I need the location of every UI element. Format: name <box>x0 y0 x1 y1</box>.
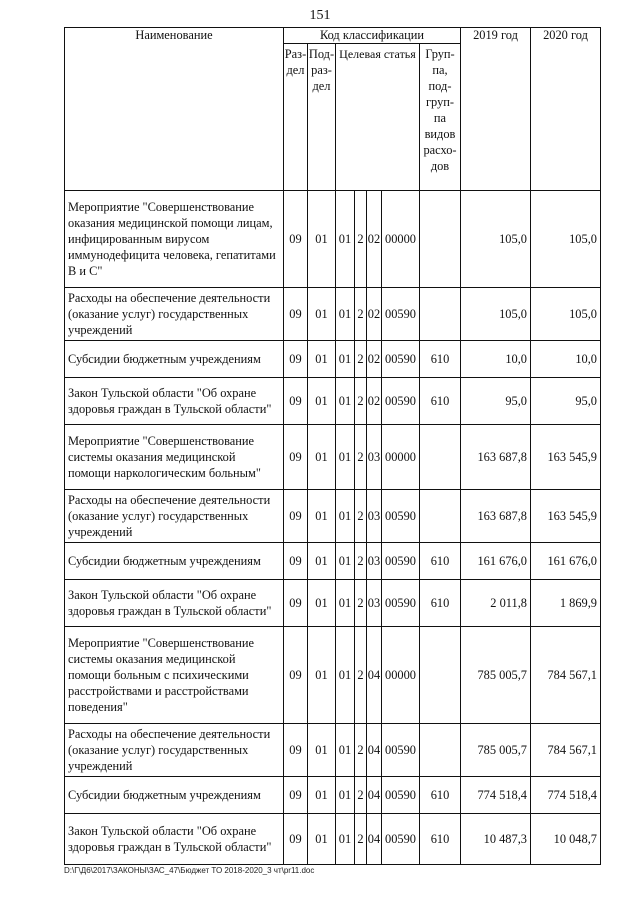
row-target-subprogram: 2 <box>355 288 367 341</box>
row-target-event: 02 <box>367 288 382 341</box>
row-target-subprogram: 2 <box>355 191 367 288</box>
row-target-event: 04 <box>367 777 382 814</box>
row-target-direction: 00590 <box>382 724 420 777</box>
row-expense-group: 610 <box>420 378 461 425</box>
row-amount-2019: 105,0 <box>461 288 531 341</box>
row-target-subprogram: 2 <box>355 341 367 378</box>
row-name: Субсидии бюджетным учреждениям <box>65 341 284 378</box>
row-expense-group <box>420 425 461 490</box>
row-target-event: 04 <box>367 724 382 777</box>
row-razdel: 09 <box>284 543 308 580</box>
header-year-2020: 2020 год <box>531 28 601 191</box>
row-expense-group: 610 <box>420 341 461 378</box>
row-amount-2019: 105,0 <box>461 191 531 288</box>
row-target-program: 01 <box>336 724 355 777</box>
header-name: Наименование <box>65 28 284 191</box>
row-podrazdel: 01 <box>308 191 336 288</box>
row-amount-2020: 10,0 <box>531 341 601 378</box>
row-target-direction: 00590 <box>382 288 420 341</box>
row-podrazdel: 01 <box>308 378 336 425</box>
budget-table <box>64 27 601 865</box>
table-row <box>65 543 601 580</box>
row-amount-2019: 163 687,8 <box>461 490 531 543</box>
row-target-subprogram: 2 <box>355 543 367 580</box>
row-amount-2020: 1 869,9 <box>531 580 601 627</box>
row-target-event: 03 <box>367 490 382 543</box>
row-target-program: 01 <box>336 490 355 543</box>
row-expense-group: 610 <box>420 543 461 580</box>
row-razdel: 09 <box>284 777 308 814</box>
row-podrazdel: 01 <box>308 543 336 580</box>
header-classification: Код классификации <box>284 28 461 44</box>
row-razdel: 09 <box>284 724 308 777</box>
row-target-program: 01 <box>336 341 355 378</box>
table-row <box>65 490 601 543</box>
table-row <box>65 378 601 425</box>
row-podrazdel: 01 <box>308 425 336 490</box>
header-expense-group: Груп- па, под- груп- па видов расхо- дов <box>420 44 461 191</box>
row-target-program: 01 <box>336 814 355 865</box>
row-target-subprogram: 2 <box>355 425 367 490</box>
row-amount-2019: 163 687,8 <box>461 425 531 490</box>
row-podrazdel: 01 <box>308 288 336 341</box>
row-target-subprogram: 2 <box>355 627 367 724</box>
row-name: Мероприятие "Совершенствование оказания медицинской помощи лицам, инфицированным вирусом иммунодефицита человека, гепатитами В и С" <box>65 191 284 288</box>
row-target-program: 01 <box>336 627 355 724</box>
row-amount-2019: 161 676,0 <box>461 543 531 580</box>
row-name: Расходы на обеспечение деятельности (оказание услуг) государственных учреждений <box>65 724 284 777</box>
row-target-event: 04 <box>367 627 382 724</box>
table-row <box>65 814 601 865</box>
row-target-subprogram: 2 <box>355 490 367 543</box>
row-target-program: 01 <box>336 777 355 814</box>
row-target-direction: 00000 <box>382 627 420 724</box>
row-target-subprogram: 2 <box>355 814 367 865</box>
row-amount-2019: 10 487,3 <box>461 814 531 865</box>
row-target-event: 02 <box>367 378 382 425</box>
row-target-direction: 00000 <box>382 191 420 288</box>
row-razdel: 09 <box>284 378 308 425</box>
row-target-program: 01 <box>336 191 355 288</box>
row-target-subprogram: 2 <box>355 580 367 627</box>
table-row <box>65 425 601 490</box>
table-row <box>65 341 601 378</box>
row-podrazdel: 01 <box>308 814 336 865</box>
row-target-direction: 00590 <box>382 543 420 580</box>
row-target-direction: 00590 <box>382 490 420 543</box>
row-target-direction: 00590 <box>382 580 420 627</box>
row-amount-2020: 161 676,0 <box>531 543 601 580</box>
row-amount-2020: 774 518,4 <box>531 777 601 814</box>
row-amount-2019: 10,0 <box>461 341 531 378</box>
header-razdel: Раз- дел <box>284 44 308 191</box>
row-expense-group <box>420 724 461 777</box>
row-podrazdel: 01 <box>308 341 336 378</box>
row-target-event: 03 <box>367 580 382 627</box>
row-amount-2020: 784 567,1 <box>531 627 601 724</box>
row-name: Закон Тульской области "Об охране здоровья граждан в Тульской области" <box>65 378 284 425</box>
row-target-program: 01 <box>336 378 355 425</box>
row-name: Мероприятие "Совершенствование системы оказания медицинской помощи наркологическим больным" <box>65 425 284 490</box>
table-row <box>65 724 601 777</box>
row-amount-2019: 785 005,7 <box>461 627 531 724</box>
table-body <box>65 191 601 865</box>
row-target-subprogram: 2 <box>355 777 367 814</box>
row-amount-2020: 105,0 <box>531 288 601 341</box>
row-target-direction: 00000 <box>382 425 420 490</box>
row-razdel: 09 <box>284 490 308 543</box>
row-name: Расходы на обеспечение деятельности (оказание услуг) государственных учреждений <box>65 490 284 543</box>
row-expense-group <box>420 288 461 341</box>
row-target-program: 01 <box>336 580 355 627</box>
row-expense-group <box>420 627 461 724</box>
row-target-program: 01 <box>336 288 355 341</box>
page-number: 151 <box>309 8 331 23</box>
row-target-program: 01 <box>336 425 355 490</box>
row-amount-2020: 10 048,7 <box>531 814 601 865</box>
header-target-article: Целевая статья <box>336 44 420 191</box>
row-expense-group <box>420 191 461 288</box>
row-name: Закон Тульской области "Об охране здоровья граждан в Тульской области" <box>65 814 284 865</box>
row-razdel: 09 <box>284 814 308 865</box>
row-target-direction: 00590 <box>382 341 420 378</box>
row-name: Мероприятие "Совершенствование системы оказания медицинской помощи больным с психическими расстройствами и расстройствами поведения" <box>65 627 284 724</box>
row-amount-2020: 105,0 <box>531 191 601 288</box>
row-name: Расходы на обеспечение деятельности (оказание услуг) государственных учреждений <box>65 288 284 341</box>
row-target-direction: 00590 <box>382 777 420 814</box>
table-row <box>65 777 601 814</box>
row-razdel: 09 <box>284 425 308 490</box>
row-amount-2020: 784 567,1 <box>531 724 601 777</box>
file-path-footer: D:\Г\Д6\2017\ЗАКОНЫ\ЗАС_47\Бюджет ТО 2018-2020_3 чт\pr11.doc <box>64 866 315 875</box>
row-amount-2020: 95,0 <box>531 378 601 425</box>
row-amount-2020: 163 545,9 <box>531 490 601 543</box>
row-podrazdel: 01 <box>308 777 336 814</box>
row-expense-group: 610 <box>420 777 461 814</box>
row-expense-group <box>420 490 461 543</box>
row-amount-2019: 774 518,4 <box>461 777 531 814</box>
row-razdel: 09 <box>284 627 308 724</box>
row-name: Субсидии бюджетным учреждениям <box>65 777 284 814</box>
row-razdel: 09 <box>284 580 308 627</box>
row-target-event: 02 <box>367 191 382 288</box>
row-target-direction: 00590 <box>382 378 420 425</box>
row-name: Закон Тульской области "Об охране здоровья граждан в Тульской области" <box>65 580 284 627</box>
header-podrazdel: Под- раз- дел <box>308 44 336 191</box>
row-razdel: 09 <box>284 191 308 288</box>
row-target-event: 03 <box>367 425 382 490</box>
row-podrazdel: 01 <box>308 580 336 627</box>
row-podrazdel: 01 <box>308 627 336 724</box>
row-target-direction: 00590 <box>382 814 420 865</box>
row-target-subprogram: 2 <box>355 378 367 425</box>
row-amount-2020: 163 545,9 <box>531 425 601 490</box>
table-row <box>65 580 601 627</box>
row-podrazdel: 01 <box>308 724 336 777</box>
row-target-event: 03 <box>367 543 382 580</box>
row-target-subprogram: 2 <box>355 724 367 777</box>
table-row <box>65 191 601 288</box>
row-target-event: 04 <box>367 814 382 865</box>
row-podrazdel: 01 <box>308 490 336 543</box>
header-year-2019: 2019 год <box>461 28 531 191</box>
table-row <box>65 627 601 724</box>
row-amount-2019: 785 005,7 <box>461 724 531 777</box>
row-amount-2019: 2 011,8 <box>461 580 531 627</box>
row-target-program: 01 <box>336 543 355 580</box>
row-razdel: 09 <box>284 341 308 378</box>
row-target-event: 02 <box>367 341 382 378</box>
row-razdel: 09 <box>284 288 308 341</box>
row-name: Субсидии бюджетным учреждениям <box>65 543 284 580</box>
row-expense-group: 610 <box>420 580 461 627</box>
row-amount-2019: 95,0 <box>461 378 531 425</box>
row-expense-group: 610 <box>420 814 461 865</box>
table-row <box>65 288 601 341</box>
